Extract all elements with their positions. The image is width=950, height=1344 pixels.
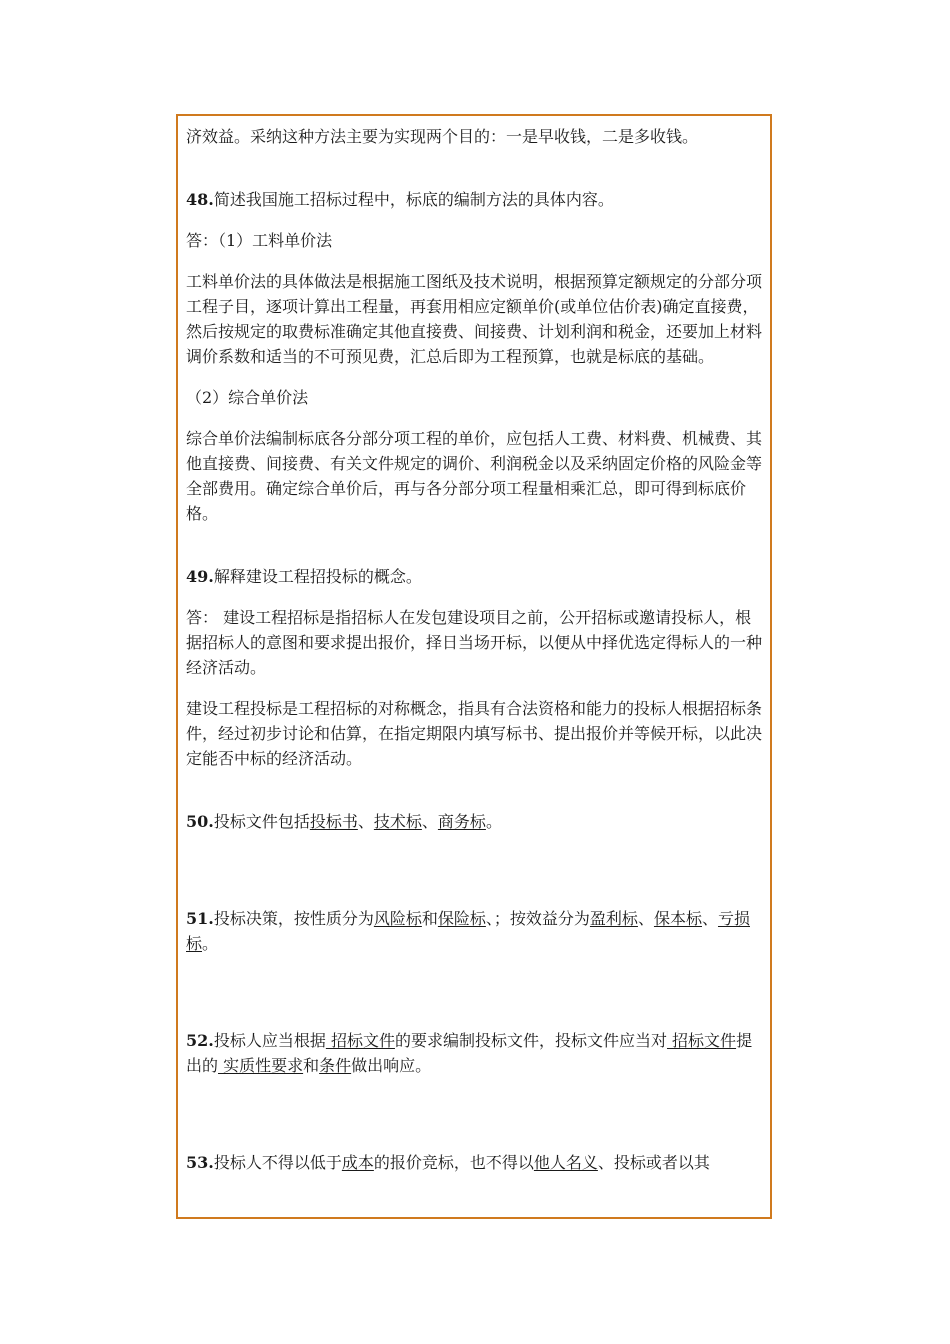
- answer-blank: 盈利标: [589, 909, 638, 928]
- answer-blank: 技术标: [373, 812, 422, 831]
- question-text: 、投标或者以其: [597, 1153, 710, 1172]
- question-text: 和: [303, 1056, 320, 1075]
- question-text: 简述我国施工招标过程中，标底的编制方法的具体内容。: [213, 190, 614, 209]
- answer-blank: 他人名义: [533, 1153, 598, 1172]
- question-text: 的报价竞标，也不得以: [373, 1153, 534, 1172]
- content-frame: [176, 114, 772, 1219]
- question-text: 的要求编制投标文件，投标文件应当对: [394, 1031, 667, 1050]
- question-text: 做出响应。: [351, 1056, 432, 1075]
- answer-48-subheading-2: （2）综合单价法: [186, 388, 309, 407]
- question-text: 投标文件包括: [213, 812, 310, 831]
- answer-blank: 保本标: [653, 909, 702, 928]
- separator: 、: [701, 909, 718, 928]
- question-text: 。: [485, 812, 502, 831]
- question-number: 52.: [186, 1031, 214, 1050]
- question-text: 投标人不得以低于: [213, 1153, 342, 1172]
- question-number: 53.: [186, 1153, 214, 1172]
- question-53: [186, 1150, 764, 1175]
- question-number: 49.: [186, 567, 214, 586]
- question-number: 50.: [186, 812, 214, 831]
- answer-blank: 条件: [319, 1056, 352, 1075]
- document-body: [186, 124, 764, 1175]
- question-48: [186, 187, 764, 212]
- separator: 、: [637, 909, 654, 928]
- answer-blank: 招标文件: [666, 1031, 737, 1050]
- answer-blank: 商务标: [437, 812, 486, 831]
- question-50: [186, 809, 764, 834]
- answer-blank: 投标书: [309, 812, 358, 831]
- question-text: 投标人应当根据: [213, 1031, 326, 1050]
- answer-49-paragraph-2: 建设工程投标是工程招标的对称概念，指具有合法资格和能力的投标人根据招标条件，经过初步讨论和估算，在指定期限内填写标书、提出报价并等候开标，以此决定能否中标的经济活动。: [186, 699, 763, 768]
- question-text: 投标决策，按性质分为: [213, 909, 374, 928]
- separator: 、: [357, 812, 374, 831]
- question-number: 51.: [186, 909, 214, 928]
- answer-49-paragraph-1: 答： 建设工程招标是指招标人在发包建设项目之前，公开招标或邀请投标人，根据招标人的意图和要求提出报价，择日当场开标，以便从中择优选定得标人的一种经济活动。: [186, 608, 763, 677]
- question-number: 48.: [186, 190, 214, 209]
- separator: 、: [421, 812, 438, 831]
- answer-blank: 实质性要求: [218, 1056, 304, 1075]
- answer-blank: 保险标: [437, 909, 486, 928]
- question-text: 提出的: [186, 1031, 753, 1075]
- answer-48-intro: 答：（1）工料单价法: [186, 231, 333, 250]
- answer-blank: 招标文件: [325, 1031, 395, 1050]
- question-52: [186, 1028, 764, 1078]
- answer-48-paragraph-2: 综合单价法编制标底各分部分项工程的单价，应包括人工费、材料费、机械费、其他直接费、间接费、有关文件规定的调价、利润税金以及采纳固定价格的风险金等全部费用。确定综合单价后，再与各分部分项工程量相乘汇总，即可得到标底价格。: [186, 429, 763, 523]
- question-text: 、；按效益分为: [485, 909, 590, 928]
- question-text: 和: [421, 909, 438, 928]
- answer-blank: 风险标: [373, 909, 422, 928]
- question-49: [186, 564, 764, 589]
- question-text: 。: [202, 934, 219, 953]
- answer-blank: 亏损标: [186, 909, 750, 953]
- paragraph-continued: 济效益。采纳这种方法主要为实现两个目的：一是早收钱，二是多收钱。: [186, 127, 699, 146]
- question-51: [186, 906, 764, 956]
- answer-48-paragraph-1: 工料单价法的具体做法是根据施工图纸及技术说明，根据预算定额规定的分部分项工程子目，逐项计算出工程量，再套用相应定额单价(或单位估价表)确定直接费，然后按规定的取费标准确定其他直接费、间接费、计划利润和税金，还要加上材料调价系数和适当的不可预见费，汇总后即为工程预算，也就是标底的基础。: [186, 272, 763, 366]
- answer-blank: 成本: [341, 1153, 374, 1172]
- question-text: 解释建设工程招投标的概念。: [213, 567, 422, 586]
